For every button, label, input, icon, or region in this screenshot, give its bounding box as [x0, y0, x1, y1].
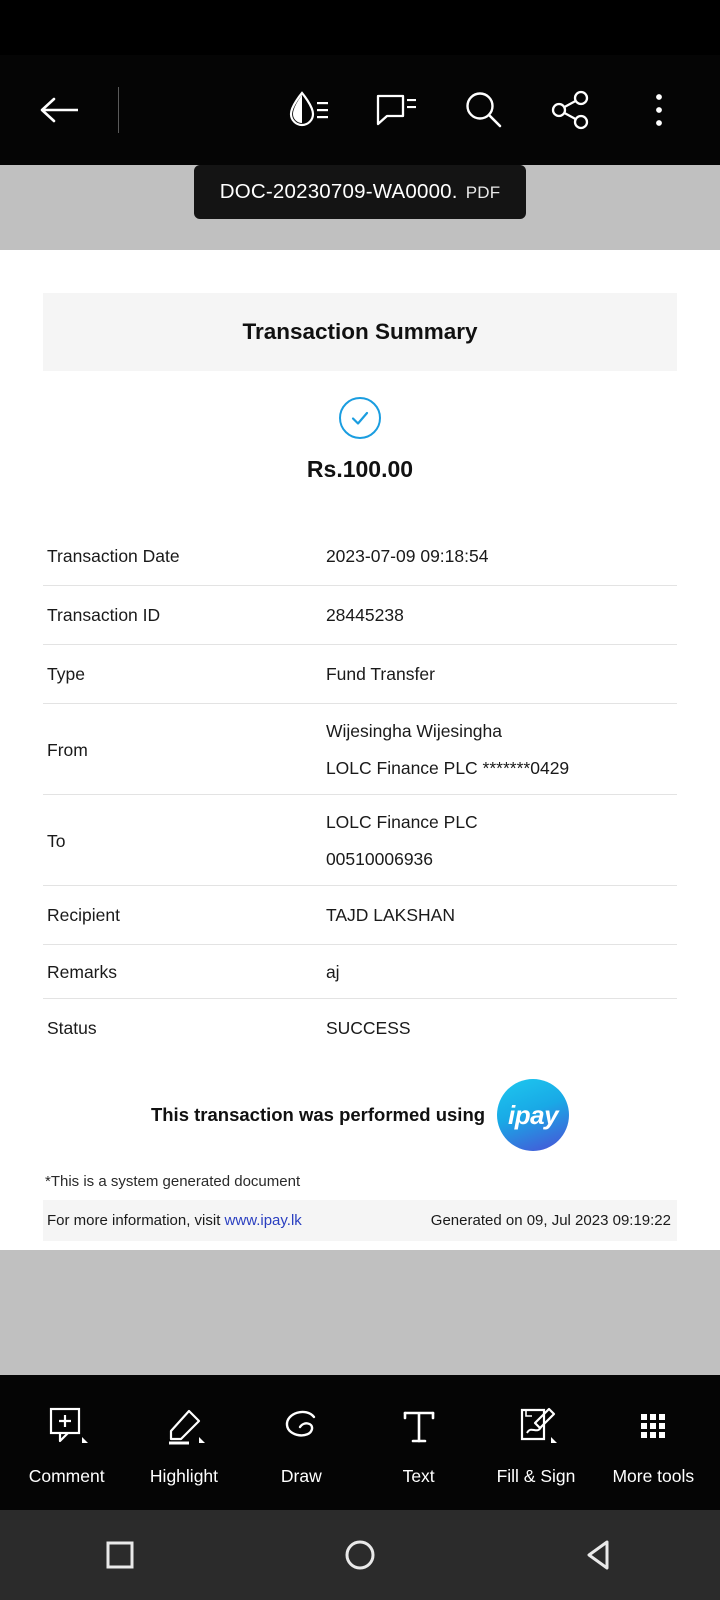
row-value: 2023-07-09 09:18:54 [322, 527, 677, 586]
row-value-multiline [322, 704, 677, 795]
tool-highlight[interactable] [126, 1398, 242, 1487]
tool-label: Highlight [149, 1466, 219, 1486]
check-circle-icon [339, 397, 381, 439]
row-value-line2: LOLC Finance PLC *******0429 [325, 758, 570, 778]
transaction-amount: Rs.100.00 [306, 456, 414, 482]
android-nav-bar [0, 1510, 720, 1600]
back-arrow-icon[interactable] [32, 82, 88, 138]
tool-more[interactable] [595, 1398, 711, 1487]
transaction-details-table [43, 527, 677, 1057]
contrast-droplet-icon[interactable] [276, 79, 338, 141]
app-toolbar [0, 55, 720, 165]
tool-text[interactable] [361, 1398, 477, 1487]
file-name-text: DOC-20230709-WA0000. [219, 180, 458, 203]
row-label: To [43, 795, 322, 886]
row-label: Transaction ID [43, 586, 322, 645]
triangle-back-icon[interactable] [565, 1520, 635, 1590]
ipay-website-link[interactable]: www.ipay.lk [224, 1212, 302, 1229]
doc-footer [43, 1200, 677, 1241]
draw-loop-icon [276, 1398, 326, 1454]
table-row [43, 704, 677, 795]
row-label: Transaction Date [43, 527, 322, 586]
table-row [43, 795, 677, 886]
row-value: 28445238 [322, 586, 677, 645]
file-extension-text: PDF [465, 183, 501, 202]
system-generated-note: *This is a system generated document [45, 1173, 301, 1190]
footer-generated-timestamp: Generated on 09, Jul 2023 09:19:22 [430, 1212, 671, 1229]
fill-sign-icon [511, 1398, 561, 1454]
footer-info-prefix: For more information, visit [47, 1212, 225, 1229]
overflow-menu-icon[interactable] [628, 79, 690, 141]
tool-fill-sign[interactable] [478, 1398, 594, 1487]
tool-label: Comment [28, 1466, 105, 1486]
table-row [43, 886, 677, 945]
table-row [43, 527, 677, 586]
footer-info [47, 1212, 302, 1229]
pdf-page [0, 250, 720, 1250]
tool-label: Text [402, 1466, 435, 1486]
circle-home-icon[interactable] [325, 1520, 395, 1590]
comment-bubble-icon[interactable] [364, 79, 426, 141]
tool-draw[interactable] [243, 1398, 359, 1487]
tool-label: Draw [280, 1466, 322, 1486]
doc-header [43, 293, 677, 371]
table-row [43, 999, 677, 1058]
table-row [43, 945, 677, 999]
file-name-chip [194, 165, 527, 219]
comment-plus-icon [42, 1398, 92, 1454]
tool-comment[interactable] [9, 1398, 125, 1487]
amount-block [43, 371, 677, 483]
text-t-icon [394, 1398, 444, 1454]
file-chip-area [0, 165, 720, 250]
row-label: Recipient [43, 886, 322, 945]
row-value-multiline [322, 795, 677, 886]
page-title: Transaction Summary [242, 319, 478, 344]
pdf-viewport[interactable] [0, 250, 720, 1375]
row-value-line1: Wijesingha Wijesingha [325, 721, 503, 741]
row-label: Type [43, 645, 322, 704]
square-recents-icon[interactable] [85, 1520, 155, 1590]
performed-using-text: This transaction was performed using [150, 1104, 486, 1125]
row-value: SUCCESS [325, 1018, 411, 1038]
row-value: Fund Transfer [322, 645, 677, 704]
tool-label: Fill & Sign [496, 1466, 576, 1486]
row-label: Status [47, 1018, 97, 1038]
highlighter-icon [159, 1398, 209, 1454]
row-label: From [43, 704, 322, 795]
toolbar-divider [118, 87, 119, 133]
row-value-line1: LOLC Finance PLC [325, 812, 478, 832]
tool-label: More tools [612, 1466, 695, 1486]
status-bar [0, 0, 720, 55]
performed-using-line [43, 1079, 677, 1151]
annotation-toolbar [0, 1375, 720, 1510]
row-value: aj [322, 945, 677, 999]
ipay-logo-icon [497, 1079, 569, 1151]
ipay-logo-text: ipay [508, 1099, 559, 1130]
row-value-line2: 00510006936 [325, 849, 434, 869]
grid-dots-icon [628, 1398, 678, 1454]
table-row [43, 645, 677, 704]
row-label: Remarks [43, 945, 322, 999]
share-icon[interactable] [540, 79, 602, 141]
table-row [43, 586, 677, 645]
row-value: TAJD LAKSHAN [322, 886, 677, 945]
search-icon[interactable] [452, 79, 514, 141]
